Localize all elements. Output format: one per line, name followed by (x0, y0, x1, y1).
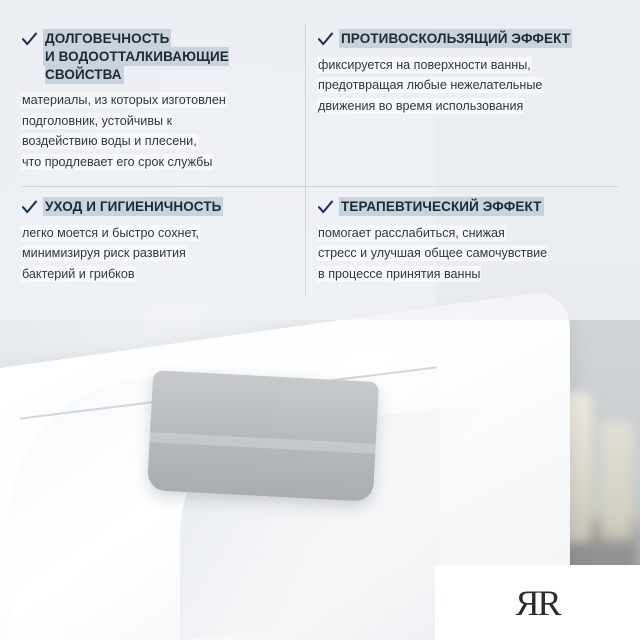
feature-title-line-1: ДОЛГОВЕЧНОСТЬ (45, 31, 170, 46)
feature-body-line-2: минимизируя риск развития (22, 246, 186, 261)
feature-body-line-3: воздействию воды и плесени, (22, 134, 197, 149)
panel-divider-horizontal (22, 186, 618, 187)
feature-title (341, 198, 542, 216)
blurred-bottle-secondary (600, 420, 634, 540)
check-icon (22, 32, 37, 47)
feature-card-durability (22, 30, 298, 172)
feature-heading (318, 30, 618, 48)
feature-body (318, 55, 618, 116)
check-icon (318, 200, 333, 215)
feature-title (45, 30, 298, 83)
brand-logo-box (435, 565, 640, 640)
feature-card-care-hygiene (22, 198, 298, 284)
feature-body-line-1: материалы, из которых изготовлен (22, 93, 226, 108)
feature-title (45, 198, 221, 216)
feature-body-line-3: бактерий и грибков (22, 266, 135, 281)
feature-card-therapeutic (318, 198, 618, 284)
check-icon (318, 32, 333, 47)
feature-heading (22, 30, 298, 83)
feature-body-line-4: что продлевает его срок службы (22, 154, 213, 169)
feature-body (22, 223, 298, 284)
brand-logo: ЯR (515, 582, 560, 623)
feature-card-anti-slip (318, 30, 618, 116)
feature-body-line-2: подголовник, устойчивы к (22, 113, 173, 128)
feature-heading (318, 198, 618, 216)
feature-body-line-1: фиксируется на поверхности ванны, (318, 57, 531, 72)
bath-headrest-pillow (147, 370, 379, 502)
feature-title-line-2: И ВОДООТТАЛКИВАЮЩИЕ СВОЙСТВА (45, 48, 229, 82)
feature-body-line-3: в процессе принятия ванны (318, 266, 481, 281)
feature-title-line-1: ТЕРАПЕВТИЧЕСКИЙ ЭФФЕКТ (341, 199, 542, 214)
panel-divider-vertical (305, 24, 306, 296)
feature-body-line-2: стресс и улучшая общее самочувствие (318, 246, 548, 261)
feature-title-line-1: ПРОТИВОСКОЛЬЗЯЩИЙ ЭФФЕКТ (341, 31, 571, 46)
feature-title (341, 30, 570, 48)
feature-body-line-1: помогает расслабиться, снижая (318, 225, 505, 240)
feature-heading (22, 198, 298, 216)
feature-title-line-1: УХОД И ГИГИЕНИЧНОСТЬ (45, 199, 222, 214)
check-icon (22, 200, 37, 215)
feature-body-line-2: предотвращая любые нежелательные (318, 78, 543, 93)
feature-body (318, 223, 618, 284)
feature-body (22, 90, 298, 172)
feature-body-line-1: легко моется и быстро сохнет, (22, 225, 199, 240)
feature-body-line-3: движения во время использования (318, 98, 524, 113)
